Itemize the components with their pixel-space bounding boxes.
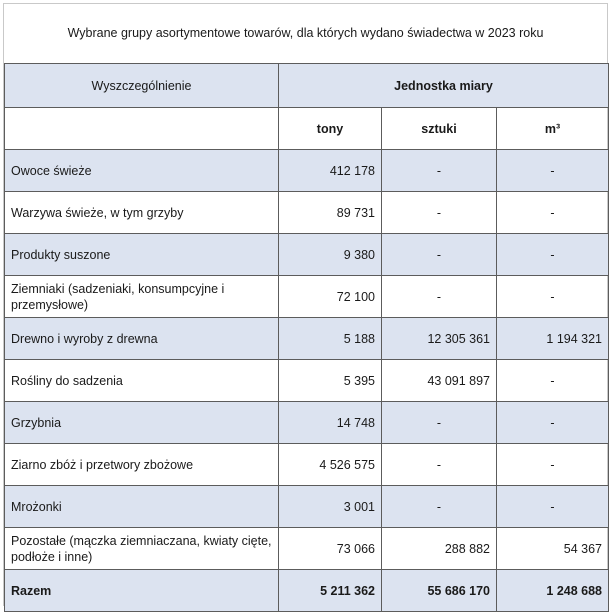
cell-sztuki: - [382,234,497,276]
certificates-table [4,63,609,612]
cell-m3: 54 367 [497,528,609,570]
cell-tony: 5 188 [279,318,382,360]
cell-sztuki: - [382,444,497,486]
header-row-units [5,108,609,150]
header-unit-sztuki: sztuki [382,108,497,150]
table-row [5,360,609,402]
cell-m3: - [497,234,609,276]
header-unit-m3: m³ [497,108,609,150]
cell-sztuki: - [382,276,497,318]
total-m3: 1 248 688 [497,570,609,612]
header-empty-cell [5,108,279,150]
row-label: Ziarno zbóż i przetwory zbożowe [5,444,279,486]
cell-tony: 14 748 [279,402,382,444]
row-label: Warzywa świeże, w tym grzyby [5,192,279,234]
cell-m3: 1 194 321 [497,318,609,360]
table-title: Wybrane grupy asortymentowe towarów, dla których wydano świadectwa w 2023 roku [67,26,544,40]
cell-sztuki: - [382,486,497,528]
header-label-column: Wyszczególnienie [5,64,279,108]
row-label: Ziemniaki (sadzeniaki, konsumpcyjne i przemysłowe) [5,276,279,318]
cell-tony: 72 100 [279,276,382,318]
cell-m3: - [497,360,609,402]
cell-sztuki: 43 091 897 [382,360,497,402]
table-row [5,192,609,234]
table-row [5,486,609,528]
table-row [5,276,609,318]
total-label: Razem [5,570,279,612]
table-row [5,402,609,444]
cell-sztuki: - [382,150,497,192]
table-row [5,234,609,276]
row-label: Owoce świeże [5,150,279,192]
cell-sztuki: 12 305 361 [382,318,497,360]
cell-tony: 9 380 [279,234,382,276]
row-label: Pozostałe (mączka ziemniaczana, kwiaty cięte, podłoże i inne) [5,528,279,570]
table-row [5,528,609,570]
cell-sztuki: 288 882 [382,528,497,570]
cell-tony: 73 066 [279,528,382,570]
cell-sztuki: - [382,402,497,444]
header-unit-group: Jednostka miary [279,64,609,108]
table-row [5,150,609,192]
cell-m3: - [497,486,609,528]
cell-tony: 4 526 575 [279,444,382,486]
cell-tony: 3 001 [279,486,382,528]
table-row [5,444,609,486]
table-figure [3,3,608,606]
cell-tony: 5 395 [279,360,382,402]
row-label: Rośliny do sadzenia [5,360,279,402]
cell-m3: - [497,276,609,318]
row-label: Mrożonki [5,486,279,528]
row-label: Produkty suszone [5,234,279,276]
total-sztuki: 55 686 170 [382,570,497,612]
cell-m3: - [497,192,609,234]
total-row [5,570,609,612]
row-label: Grzybnia [5,402,279,444]
header-unit-tony: tony [279,108,382,150]
row-label: Drewno i wyroby z drewna [5,318,279,360]
total-tony: 5 211 362 [279,570,382,612]
header-row-group [5,64,609,108]
table-row [5,318,609,360]
cell-tony: 89 731 [279,192,382,234]
cell-m3: - [497,150,609,192]
cell-tony: 412 178 [279,150,382,192]
cell-m3: - [497,444,609,486]
cell-sztuki: - [382,192,497,234]
cell-m3: - [497,402,609,444]
